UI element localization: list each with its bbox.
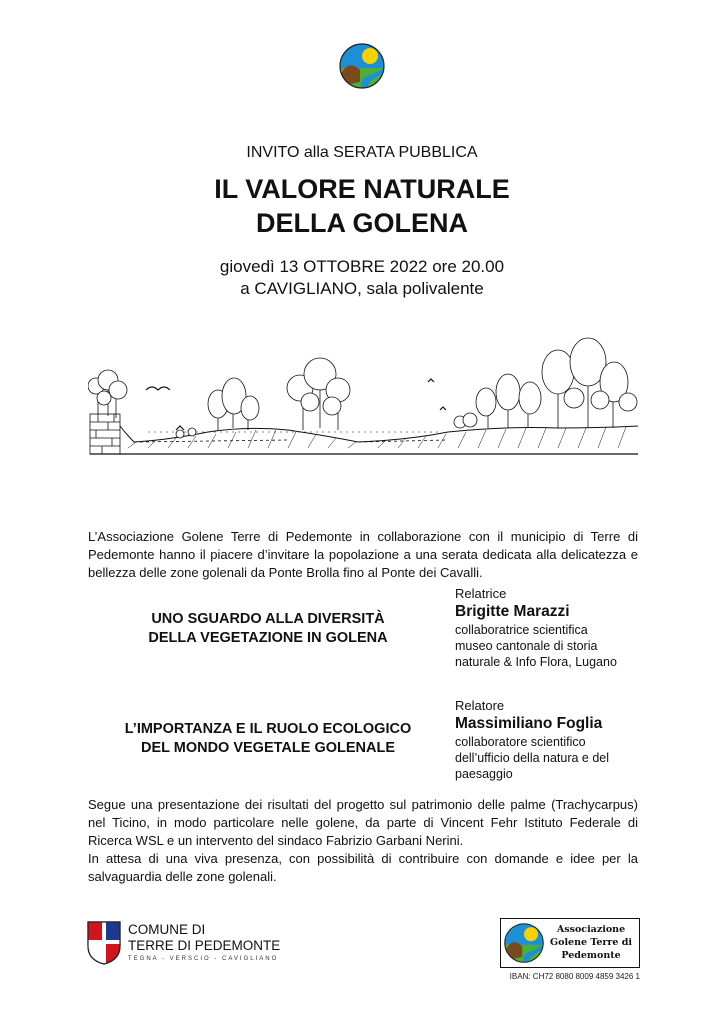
speaker-1	[455, 586, 675, 670]
association-name-line-1: Associazione	[556, 924, 626, 935]
title-line-2: DELLA GOLENA	[256, 208, 468, 238]
comune-name-line-1: COMUNE DI	[128, 922, 206, 937]
comune-shield-icon	[86, 920, 122, 966]
tree-group-right	[476, 338, 637, 428]
tree-group-center	[287, 358, 350, 430]
talk-1-line-1: UNO SGUARDO ALLA DIVERSITÀ	[151, 611, 385, 627]
speaker-role: Relatrice	[455, 586, 507, 601]
association-logo	[500, 918, 640, 968]
floodplain-landscape-illustration	[88, 336, 640, 464]
speaker-name: Massimiliano Foglia	[455, 715, 603, 732]
speaker-desc: museo cantonale di storia	[455, 639, 598, 653]
comune-name-line-2: TERRE DI PEDEMONTE	[128, 938, 281, 953]
event-date-place	[0, 256, 724, 300]
speaker-desc: collaboratrice scientifica	[455, 623, 588, 637]
stone-wall	[90, 414, 120, 454]
event-place: a CAVIGLIANO, sala polivalente	[240, 279, 484, 298]
talk-title-2	[90, 720, 446, 758]
speaker-desc: collaboratore scientifico	[455, 735, 586, 749]
tree-group-left	[88, 370, 127, 418]
speaker-role: Relatore	[455, 698, 505, 713]
speaker-name: Brigitte Marazzi	[455, 603, 570, 620]
comune-logo	[86, 920, 346, 970]
tree-group-center-left	[208, 378, 259, 430]
iban-text: IBAN: CH72 8080 8009 4859 3426 1	[509, 972, 640, 981]
title-line-1: IL VALORE NATURALE	[214, 174, 510, 204]
comune-villages: TEGNA - VERSCIO - CAVIGLIANO	[128, 956, 279, 962]
event-date: giovedì 13 OTTOBRE 2022 ore 20.00	[219, 257, 505, 276]
speaker-2	[455, 698, 675, 782]
speaker-desc: naturale & Info Flora, Lugano	[455, 655, 617, 669]
talk-1-line-2: DELLA VEGETAZIONE IN GOLENA	[148, 630, 388, 646]
association-name-line-3: Pedemonte	[561, 950, 621, 961]
page-title	[0, 172, 724, 240]
closing-paragraph	[88, 796, 638, 886]
intro-paragraph: L’Associazione Golene Terre di Pedemonte in collaborazione con il municipio di Terre di Pedemonte hanno il piacere d’invitare la popolazione a una serata dedicata alla delicatezza e bellezza delle zone golenali da Ponte Brolla fino al Ponte dei Cavalli.	[88, 529, 638, 580]
talk-2-line-2: DEL MONDO VEGETALE GOLENALE	[140, 740, 396, 756]
invitation-heading: INVITO alla SERATA PUBBLICA	[246, 144, 478, 161]
closing-text-1: Segue una presentazione dei risultati del progetto sul patrimonio delle palme (Trachycarpus) nel Ticino, in modo particolare nelle golene, da parte di Vincent Fehr Istituto Federale di Ricerca WSL e un intervento del sindaco Fabrizio Garbani Nerini.	[88, 797, 638, 848]
talk-2-line-1: L’IMPORTANZA E IL RUOLO ECOLOGICO	[124, 721, 412, 737]
golene-logo-icon	[503, 922, 545, 964]
talk-title-1	[108, 610, 428, 648]
association-name-line-2: Golene Terre di	[550, 937, 632, 948]
speaker-desc: paesaggio	[455, 767, 513, 781]
closing-text-2: In attesa di una viva presenza, con possibilità di contribuire con domande e idee per la salvaguardia delle zone golenali.	[88, 851, 638, 884]
association-name	[545, 923, 637, 962]
speaker-desc: dell’ufficio della natura e del	[455, 751, 610, 765]
golene-logo-icon	[338, 42, 386, 90]
